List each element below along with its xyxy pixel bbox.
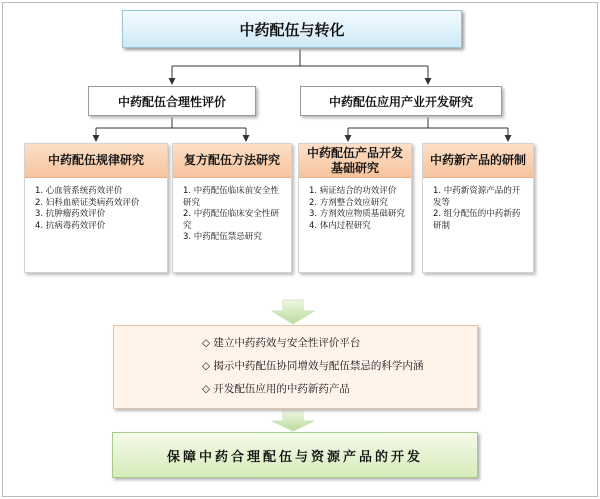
column-title: 中药新产品的研制 [423,144,533,178]
column-list [173,186,291,244]
down-arrow-1 [272,300,314,324]
column-title: 中药配伍产品开发基础研究 [299,144,411,178]
goal-box: 保障中药合理配伍与资源产品的开发 [112,432,478,478]
down-arrow-2 [272,411,314,431]
list-item: 1. 心血管系统药效评价 [35,186,123,196]
column-title: 中药配伍规律研究 [25,144,167,178]
list-item: 2. 中药配伍临床安全性研究 [183,209,279,231]
outcomes-list [114,326,477,401]
list-item: 3. 方剂效应物质基础研究 [309,209,405,219]
branch-industry: 中药配伍应用产业开发研究 [300,86,502,116]
list-item: 3. 中药配伍禁忌研究 [183,232,262,242]
column-product-basics [298,143,412,273]
list-item: 4. 体内过程研究 [309,220,371,231]
list-item: 1. 病证结合的功效评价 [309,186,397,196]
column-list [25,186,167,232]
outcome-item: ◇ 揭示中药配伍协同增效与配伍禁忌的科学内涵 [202,360,424,372]
list-item: 2. 方剂整合效应研究 [309,197,388,208]
outcome-item: ◇ 开发配伍应用的中药新药产品 [202,383,350,395]
column-list [423,186,533,232]
list-item: 2. 妇科血瘀证类病药效评价 [35,197,140,208]
list-item: 2. 组分配伍的中药新药研制 [433,209,521,231]
column-compound-methods [172,143,292,273]
column-title: 复方配伍方法研究 [173,144,291,178]
list-item: 1. 中药新资源产品的开发等 [433,186,521,208]
column-compatibility-rules [24,143,168,273]
outcomes-box [113,325,478,409]
list-item: 3. 抗肿瘤药效评价 [35,209,106,219]
column-new-products [422,143,534,273]
list-item: 4. 抗病毒药效评价 [35,220,106,231]
outcome-item: ◇ 建立中药药效与安全性评价平台 [202,337,361,349]
column-list [299,186,411,232]
branch-evaluation: 中药配伍合理性评价 [88,86,256,116]
list-item: 1. 中药配伍临床前安全性研究 [183,186,279,208]
diagram-title: 中药配伍与转化 [122,10,462,48]
